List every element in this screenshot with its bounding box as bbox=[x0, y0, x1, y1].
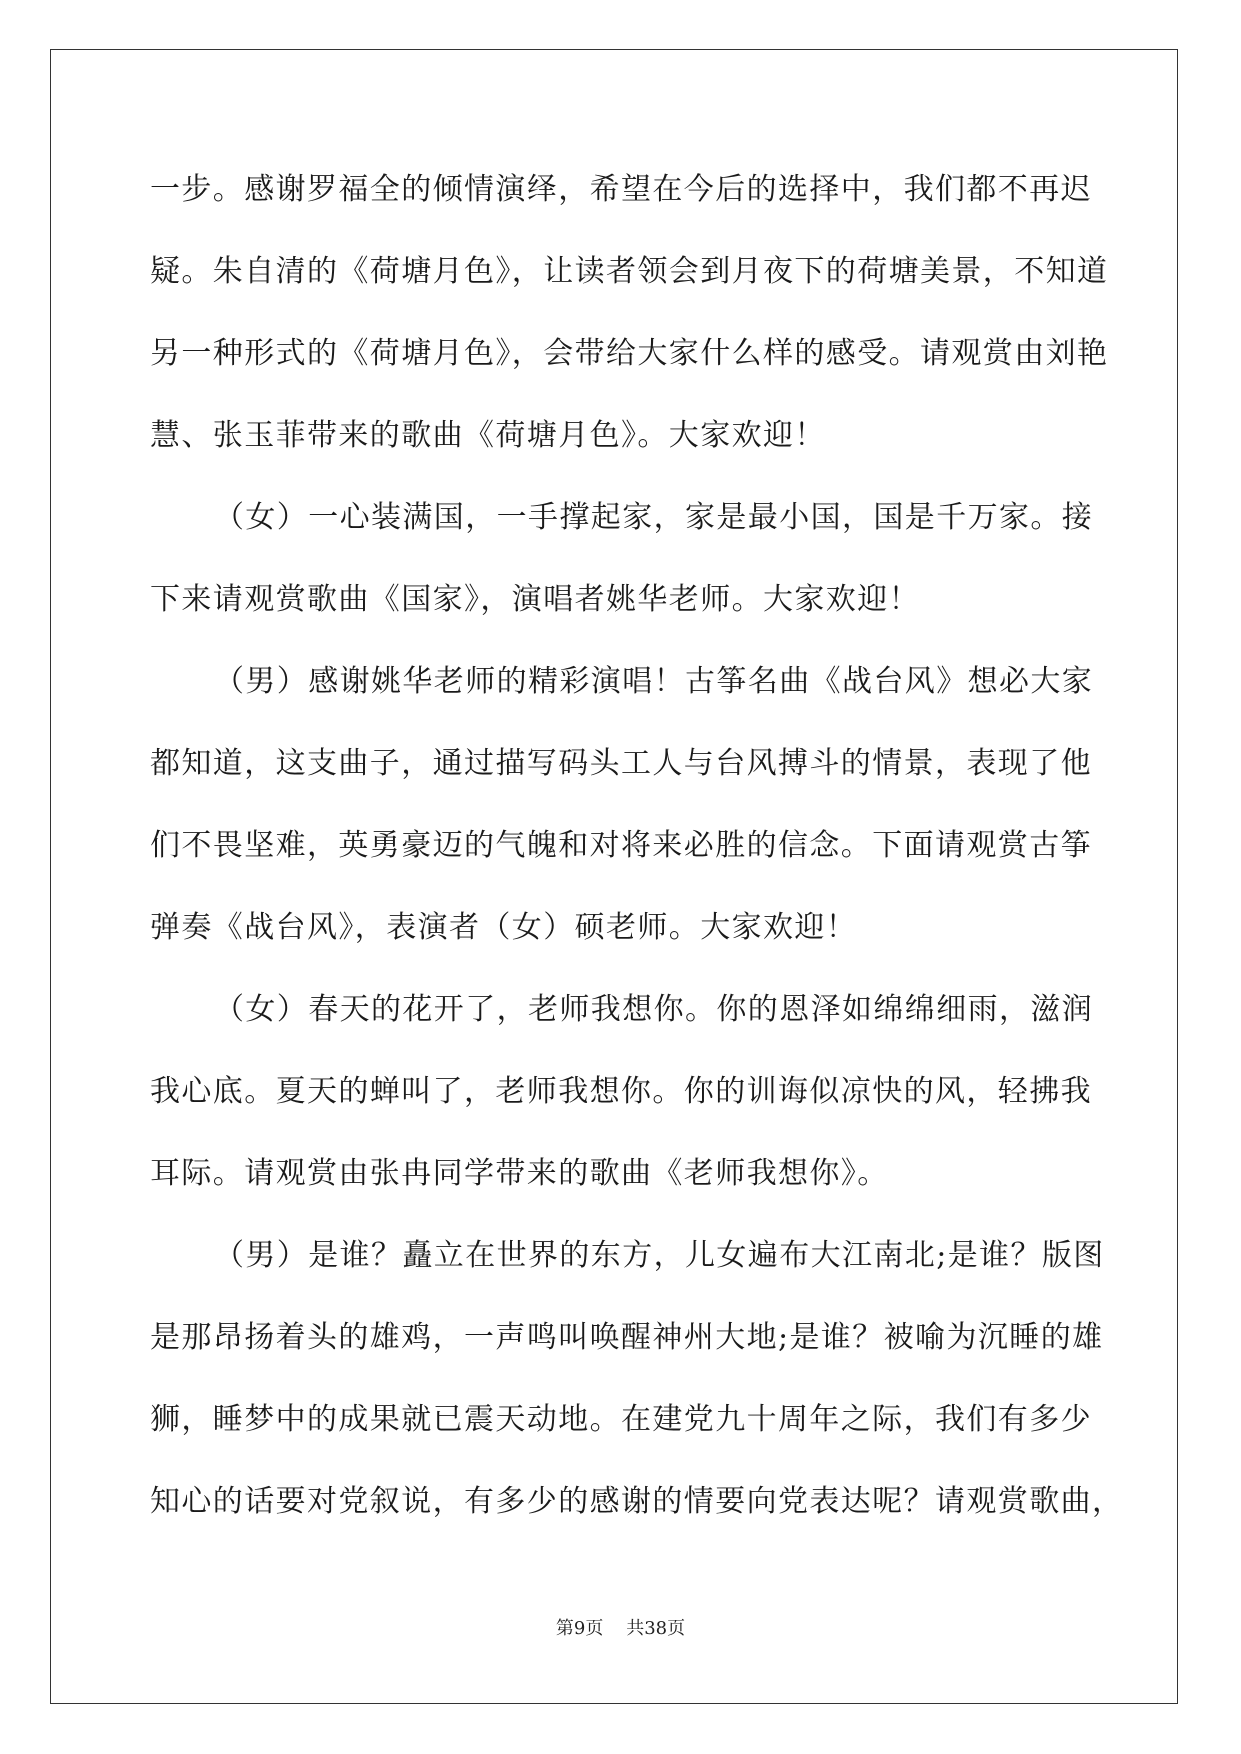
page-number: 9 bbox=[573, 1618, 586, 1639]
total-pages: 38 bbox=[644, 1618, 668, 1639]
total-label: 共 bbox=[626, 1618, 645, 1639]
total-suffix: 页 bbox=[667, 1618, 686, 1639]
paragraph-start-line: （男）是谁？矗立在世界的东方，儿女遍布大江南北;是谁？版图 bbox=[214, 1238, 1105, 1273]
text-line: 狮，睡梦中的成果就已震天动地。在建党九十周年之际，我们有多少 bbox=[150, 1402, 1092, 1437]
text-line: 都知道，这支曲子，通过描写码头工人与台风搏斗的情景，表现了他 bbox=[150, 746, 1092, 781]
text-line: 慧、张玉菲带来的歌曲《荷塘月色》。大家欢迎！ bbox=[150, 418, 826, 453]
page-footer bbox=[0, 1617, 1241, 1641]
text-line: 耳际。请观赏由张冉同学带来的歌曲《老师我想你》。 bbox=[150, 1156, 889, 1191]
text-line: 弹奏《战台风》，表演者（女）硕老师。大家欢迎！ bbox=[150, 910, 858, 945]
text-line: 一步。感谢罗福全的倾情演绎，希望在今后的选择中，我们都不再迟 bbox=[150, 172, 1092, 207]
paragraph-start-line: （女）春天的花开了，老师我想你。你的恩泽如绵绵细雨，滋润 bbox=[214, 992, 1094, 1027]
page-label: 第 bbox=[555, 1618, 574, 1639]
document-body bbox=[150, 160, 1124, 1554]
text-line: 知心的话要对党叙说，有多少的感谢的情要向党表达呢？请观赏歌曲， bbox=[150, 1484, 1124, 1519]
text-line: 另一种形式的《荷塘月色》，会带给大家什么样的感受。请观赏由刘艳 bbox=[150, 336, 1109, 371]
text-line: 我心底。夏天的蝉叫了，老师我想你。你的训诲似凉快的风，轻拂我 bbox=[150, 1074, 1092, 1109]
paragraph-start-line: （女）一心装满国，一手撑起家，家是最小国，国是千万家。接 bbox=[214, 500, 1094, 535]
page-suffix: 页 bbox=[585, 1618, 604, 1639]
text-line: 下来请观赏歌曲《国家》，演唱者姚华老师。大家欢迎！ bbox=[150, 582, 920, 617]
paragraph-start-line: （男）感谢姚华老师的精彩演唱！古筝名曲《战台风》想必大家 bbox=[214, 664, 1094, 699]
text-line: 疑。朱自清的《荷塘月色》，让读者领会到月夜下的荷塘美景，不知道 bbox=[150, 254, 1109, 289]
text-line: 是那昂扬着头的雄鸡，一声鸣叫唤醒神州大地;是谁？被喻为沉睡的雄 bbox=[150, 1320, 1104, 1355]
text-line: 们不畏坚难，英勇豪迈的气魄和对将来必胜的信念。下面请观赏古筝 bbox=[150, 828, 1092, 863]
